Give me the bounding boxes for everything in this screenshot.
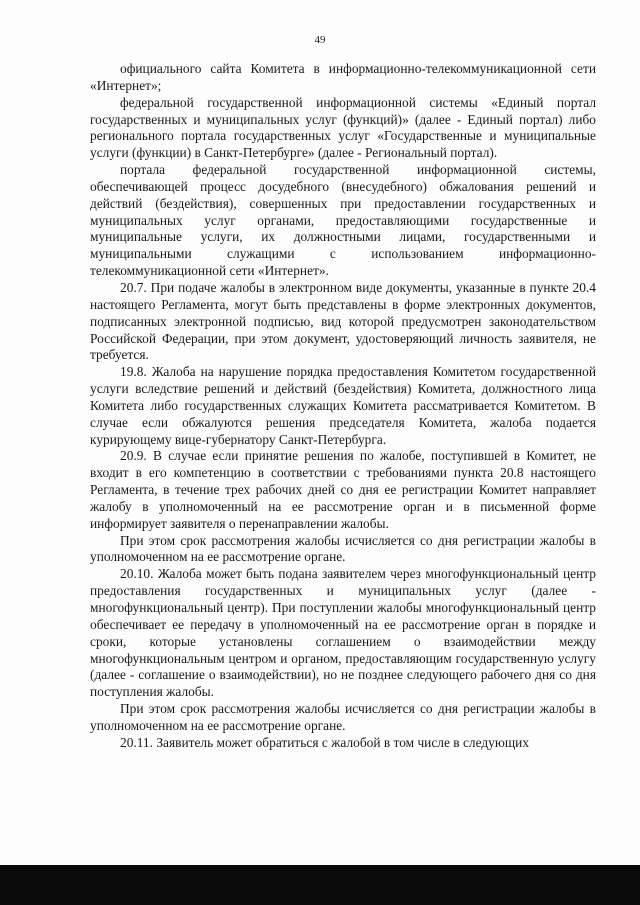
paragraph-term-note-2: При этом срок рассмотрения жалобы исчисляется со дня регистрации жалобы в уполномоченном на ее рассмотрение органе. <box>90 701 596 733</box>
paragraph-appeal-portal: портала федеральной государственной информационной системы, обеспечивающей процесс досудебного (внесудебного) обжалования решений и действий (бездействия), совершенных при предоставлении государственных и муниципальных услуг органами, предоставляющими государственные и муниципальные услуги, их должностными лицами, государственными и муниципальными служащими с использованием информационно-телекоммуникационной сети «Интернет». <box>90 162 596 279</box>
paragraph-20-11: 20.11. Заявитель может обратиться с жалобой в том числе в следующих <box>120 734 530 750</box>
paragraph-19-8: 19.8. Жалоба на нарушение порядка предоставления Комитетом государственной услуги вследствие решений и действий (бездействия) Комитета, должностного лица Комитета либо государственных служащих Комитета рассматривается Комитетом. В случае если обжалуются решения председателя Комитета, жалоба подается курирующему вице-губернатору Санкт-Петербурга. <box>90 364 596 447</box>
scan-bottom-edge <box>0 865 640 905</box>
paragraph-20-9: 20.9. В случае если принятие решения по жалобе, поступившей в Комитет, не входит в его компетенцию в соответствии с требованиями пункта 20.8 настоящего Регламента, в течение трех рабочих дней со дня ее регистрации Комитет направляет жалобу в уполномоченный на ее рассмотрение орган и в письменной форме информирует заявителя о перенаправлении жалобы. <box>90 448 596 531</box>
paragraph-20-7: 20.7. При подаче жалобы в электронном виде документы, указанные в пункте 20.4 настоящего Регламента, могут быть представлены в форме электронных документов, подписанных электронной подписью, вид которой предусмотрен законодательством Российской Федерации, при этом документ, удостоверяющий личность заявителя, не требуется. <box>90 279 596 363</box>
paragraph-20-10: 20.10. Жалоба может быть подана заявителем через многофункциональный центр предоставления государственных и муниципальных услуг (далее - многофункциональный центр). При поступлении жалобы многофункциональный центр обеспечивает ее передачу в уполномоченный на ее рассмотрение орган в порядке и сроки, которые установлены соглашением о взаимодействии между многофункциональным центром и органом, предоставляющим государственную услугу (далее - соглашение о взаимодействии), но не позднее следующего рабочего дня со дня поступления жалобы. <box>90 566 596 700</box>
paragraph-official-site: официального сайта Комитета в информационно-телекоммуникационной сети «Интернет»; <box>90 61 596 93</box>
page-number: 49 <box>314 34 326 46</box>
paragraph-unified-portal: федеральной государственной информационной системы «Единый портал государственных и муниципальных услуг (функций)» (далее - Единый портал) либо регионального портала государственных услуг «Государственные и муниципальные услуги (функции) в Санкт-Петербурге» (далее - Региональный портал). <box>90 94 596 161</box>
paragraph-term-note-1: При этом срок рассмотрения жалобы исчисляется со дня регистрации жалобы в уполномоченном на ее рассмотрение органе. <box>90 532 596 565</box>
document-body <box>90 61 596 752</box>
